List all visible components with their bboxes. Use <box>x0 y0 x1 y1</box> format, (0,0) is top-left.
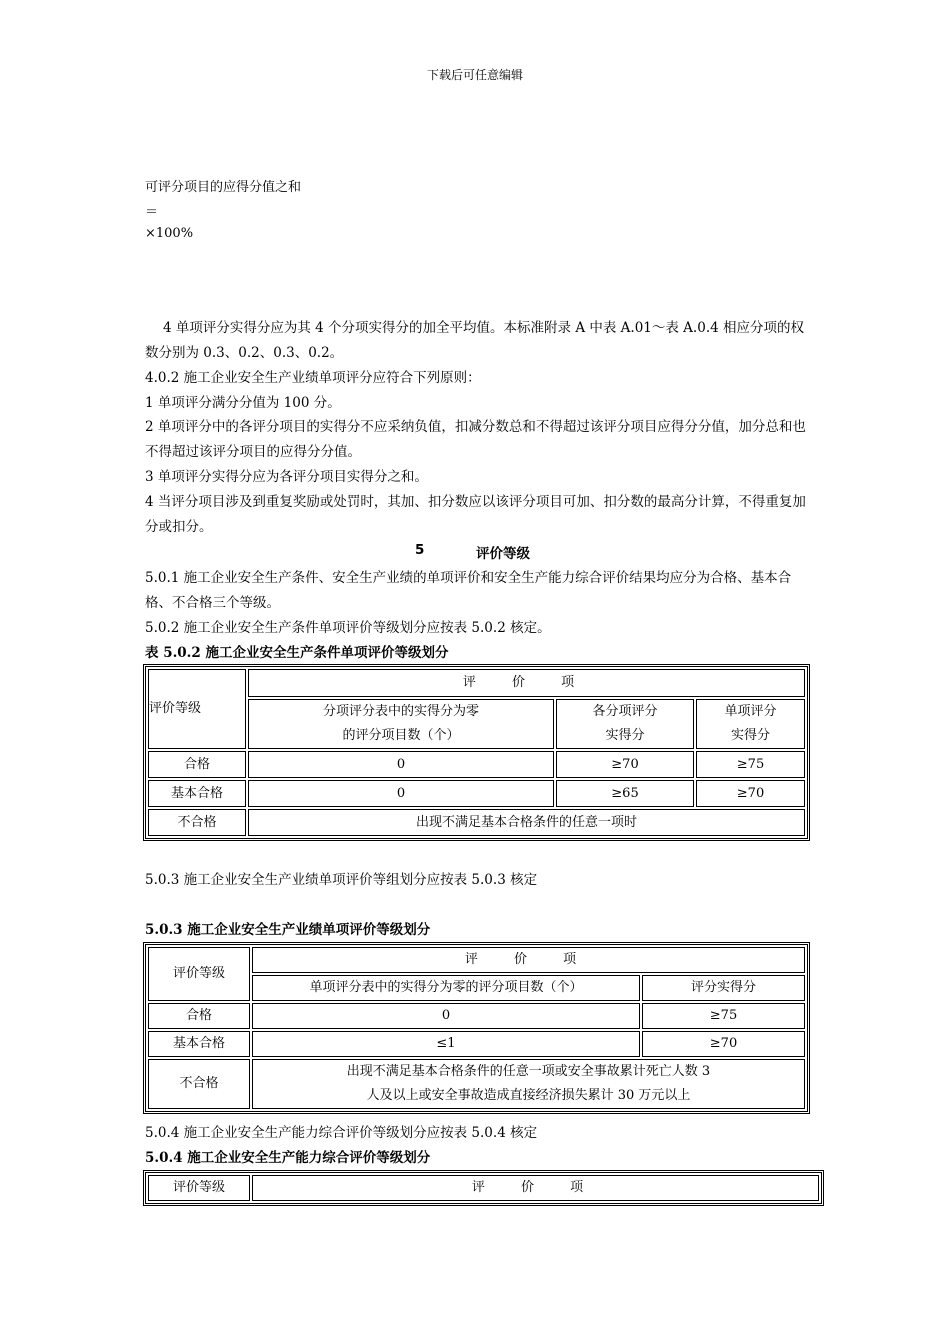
table-5-0-4-caption: 5.0.4 施工企业安全生产能力综合评价等级划分 <box>145 1150 431 1166</box>
paragraph-4-0-2: 4.0.2 施工企业安全生产业绩单项评分应符合下列原则： <box>145 370 481 386</box>
table-5-0-2-caption: 表 5.0.2 施工企业安全生产条件单项评价等级划分 <box>145 645 449 661</box>
paragraph-5-0-1: 5.0.1 施工企业安全生产条件、安全生产业绩的单项评价和安全生产能力综合评价结果均应分为合格、基本合格、不合格三个等级。 <box>145 570 792 611</box>
table-5-0-4 <box>143 1170 824 1206</box>
grade-cell: 不合格 <box>148 1059 250 1109</box>
fail-condition-cell: 出现不满足基本合格条件的任意一项时 <box>248 809 805 836</box>
section-title: 评价等级 <box>476 546 530 562</box>
paragraph-5-0-2: 5.0.2 施工企业安全生产条件单项评价等级划分应按表 5.0.2 核定。 <box>145 620 551 636</box>
fail-condition-cell: 出现不满足基本合格条件的任意一项或安全事故累计死亡人数 3 人及以上或安全事故造成直接经济损失累计 30 万元以上 <box>252 1059 805 1109</box>
paragraph-rule-1: 1 单项评分满分分值为 100 分。 <box>145 395 341 411</box>
table1-col3-header: 单项评分 实得分 <box>696 699 805 749</box>
paragraph-5-0-4: 5.0.4 施工企业安全生产能力综合评价等级划分应按表 5.0.4 核定 <box>145 1125 538 1141</box>
table1-col2-header: 各分项评分 实得分 <box>556 699 694 749</box>
paragraph-rule-3: 3 单项评分实得分应为各评分项目实得分之和。 <box>145 469 428 485</box>
zero-count-cell: 0 <box>248 780 554 807</box>
formula-numerator: 可评分项目的应得分值之和 <box>145 180 302 195</box>
table1-item-header: 评 价 项 <box>248 669 805 697</box>
table-row <box>148 1003 805 1029</box>
table2-col1-header: 单项评分表中的实得分为零的评分项目数（个） <box>252 975 640 1001</box>
grade-cell: 基本合格 <box>148 780 246 807</box>
paragraph-rule-4: 4 当评分项目涉及到重复奖励或处罚时，其加、扣分数应以该评分项目可加、扣分数的最高分计算，不得重复加分或扣分。 <box>145 494 806 535</box>
table-row <box>148 809 805 836</box>
section-number: 5 <box>415 542 425 558</box>
table-row <box>148 1031 805 1057</box>
table2-grade-header: 评价等级 <box>148 947 250 1001</box>
zero-count-cell: 0 <box>248 751 554 778</box>
sub-score-cell: ≥65 <box>556 780 694 807</box>
zero-count-cell: ≤1 <box>252 1031 640 1057</box>
table-row <box>148 1059 805 1109</box>
table-row <box>148 751 805 778</box>
grade-cell: 合格 <box>148 751 246 778</box>
table3-grade-header: 评价等级 <box>148 1175 250 1201</box>
single-score-cell: ≥70 <box>696 780 805 807</box>
table2-item-header: 评 价 项 <box>252 947 805 973</box>
zero-count-cell: 0 <box>252 1003 640 1029</box>
grade-cell: 基本合格 <box>148 1031 250 1057</box>
page-header-note: 下载后可任意编辑 <box>426 68 523 82</box>
table-5-0-2 <box>143 664 810 841</box>
formula-times: ×100% <box>145 226 194 241</box>
grade-cell: 不合格 <box>148 809 246 836</box>
single-score-cell: ≥75 <box>696 751 805 778</box>
paragraph-5-0-3: 5.0.3 施工企业安全生产业绩单项评价等组划分应按表 5.0.3 核定 <box>145 872 538 888</box>
table3-item-header: 评 价 项 <box>252 1175 819 1201</box>
paragraph-4-weighted-average: 4 单项评分实得分应为其 4 个分项实得分的加全平均值。本标准附录 A 中表 A.01～表 A.0.4 相应分项的权数分别为 0.3、0.2、0.3、0.2。 <box>145 320 804 361</box>
table-5-0-3 <box>143 942 810 1114</box>
score-cell: ≥75 <box>642 1003 805 1029</box>
paragraph-rule-2: 2 单项评分中的各评分项目的实得分不应采纳负值，扣减分数总和不得超过该评分项目应得分分值，加分总和也不得超过该评分项目的应得分分值。 <box>145 419 806 460</box>
table-row <box>148 780 805 807</box>
table1-grade-header: 评价等级 <box>148 669 246 749</box>
table2-col2-header: 评分实得分 <box>642 975 805 1001</box>
sub-score-cell: ≥70 <box>556 751 694 778</box>
score-cell: ≥70 <box>642 1031 805 1057</box>
formula-equals: ＝ <box>145 205 159 220</box>
grade-cell: 合格 <box>148 1003 250 1029</box>
table1-col1-header: 分项评分表中的实得分为零 的评分项目数（个） <box>248 699 554 749</box>
table-5-0-3-caption: 5.0.3 施工企业安全生产业绩单项评价等级划分 <box>145 922 431 938</box>
